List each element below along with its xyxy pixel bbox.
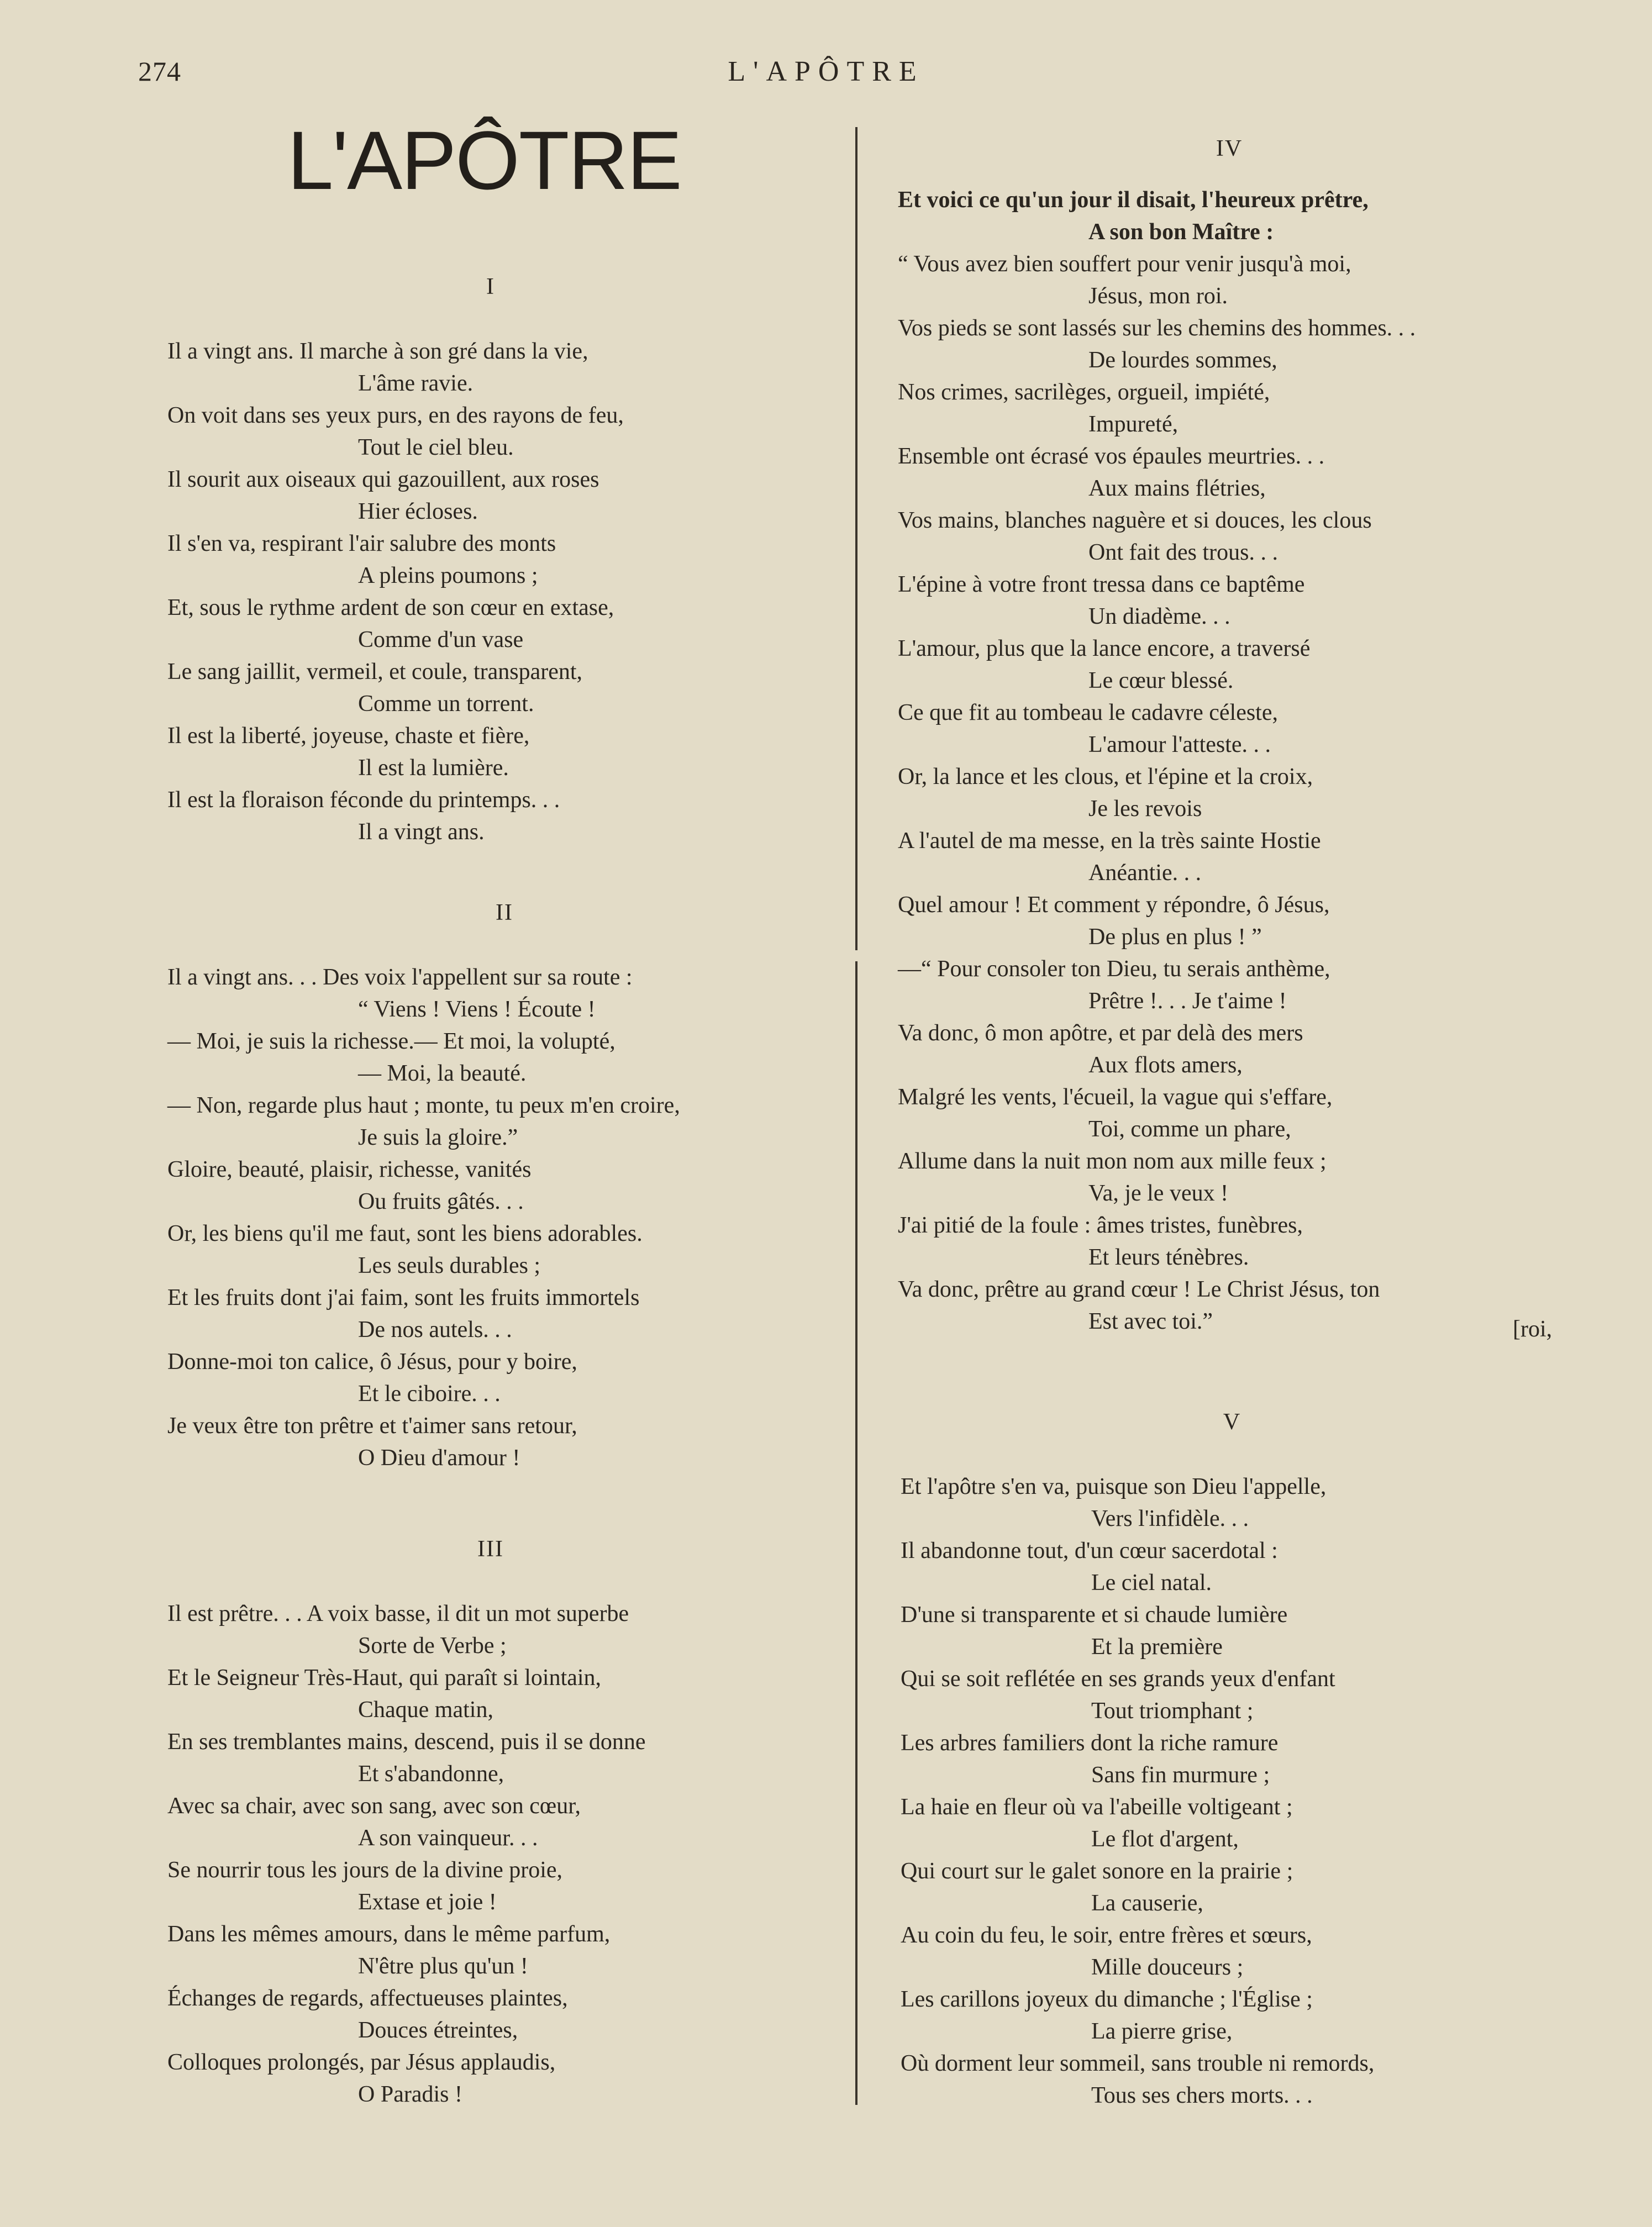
verse-line: Les carillons joyeux du dimanche ; l'Église ; [901, 1987, 1313, 2012]
verse-line: Tout le ciel bleu. [358, 435, 514, 460]
verse-line: Ou fruits gâtés. . . [358, 1189, 524, 1214]
verse-line: Mille douceurs ; [1091, 1955, 1244, 1980]
verse-line: Extase et joie ! [358, 1889, 497, 1915]
verse-line: Colloques prolongés, par Jésus applaudis, [167, 2050, 556, 2075]
verse-line: Et leurs ténèbres. [1088, 1245, 1249, 1270]
verse-line: A l'autel de ma messe, en la très sainte Hostie [898, 828, 1321, 854]
verse-line: Va donc, ô mon apôtre, et par delà des mers [898, 1020, 1303, 1046]
verse-line: Il a vingt ans. . . Des voix l'appellent sur sa route : [167, 965, 633, 990]
verse-line: Le sang jaillit, vermeil, et coule, transparent, [167, 659, 583, 685]
column-divider-bottom [855, 961, 857, 2105]
verse-line: Et s'abandonne, [358, 1761, 504, 1787]
verse-line: A son bon Maître : [1088, 219, 1274, 245]
verse-line: Donne-moi ton calice, ô Jésus, pour y boire, [167, 1349, 577, 1375]
verse-line: Et l'apôtre s'en va, puisque son Dieu l'appelle, [901, 1474, 1327, 1499]
verse-line: De plus en plus ! ” [1088, 924, 1262, 950]
verse-line: Va, je le veux ! [1088, 1181, 1229, 1206]
section-2 [167, 899, 841, 1474]
verse-line: Or, les biens qu'il me faut, sont les biens adorables. [167, 1221, 643, 1246]
verse-line: La haie en fleur où va l'abeille voltigeant ; [901, 1794, 1293, 1820]
verse-line: L'épine à votre front tressa dans ce baptême [898, 572, 1305, 597]
verse-line: J'ai pitié de la foule : âmes tristes, funèbres, [898, 1213, 1303, 1238]
poem-title: L'APÔTRE [287, 114, 681, 207]
verse-line: Qui se soit reflétée en ses grands yeux d'enfant [901, 1666, 1335, 1692]
verse-line: Un diadème. . . [1088, 604, 1230, 629]
verse-line: Quel amour ! Et comment y répondre, ô Jésus, [898, 892, 1330, 918]
verse-line: Vos mains, blanches naguère et si douces, les clous [898, 508, 1372, 533]
verse-line: Va donc, prêtre au grand cœur ! Le Christ Jésus, ton [898, 1277, 1380, 1302]
verse-line: Hier écloses. [358, 499, 478, 524]
section-3 [167, 1536, 814, 2110]
section-numeral: V [1223, 1409, 1241, 1435]
verse-line: N'être plus qu'un ! [358, 1954, 528, 1979]
verse-line: Les arbres familiers dont la riche ramure [901, 1730, 1279, 1756]
verse-line: Avec sa chair, avec son sang, avec son cœur, [167, 1793, 581, 1819]
verse-line: Impureté, [1088, 412, 1179, 437]
verse-line: Il abandonne tout, d'un cœur sacerdotal : [901, 1538, 1278, 1563]
verse-line: O Paradis ! [358, 2082, 462, 2107]
verse-line: La pierre grise, [1091, 2019, 1233, 2044]
verse-line: Il a vingt ans. [358, 819, 485, 845]
verse-line: Sorte de Verbe ; [358, 1633, 507, 1659]
verse-line: Toi, comme un phare, [1088, 1117, 1291, 1142]
verse-line: A pleins poumons ; [358, 563, 538, 588]
verse-line: En ses tremblantes mains, descend, puis il se donne [167, 1729, 646, 1755]
verse-line: Il est la lumière. [358, 755, 509, 781]
verse-line: Vers l'infidèle. . . [1091, 1506, 1249, 1531]
verse-line: “ Vous avez bien souffert pour venir jusqu'à moi, [898, 251, 1351, 277]
verse-line: Le cœur blessé. [1088, 668, 1234, 693]
verse-line: Et les fruits dont j'ai faim, sont les fruits immortels [167, 1285, 640, 1310]
verse-line: Malgré les vents, l'écueil, la vague qui s'effare, [898, 1084, 1333, 1110]
page-number: 274 [138, 56, 181, 87]
verse-line: Nos crimes, sacrilèges, orgueil, impiété, [898, 380, 1270, 405]
section-numeral: II [496, 900, 513, 925]
section-numeral: IV [1216, 136, 1243, 161]
verse-line: Ce que fit au tombeau le cadavre céleste, [898, 700, 1278, 725]
verse-line: Il est la floraison féconde du printemps. . . [167, 787, 560, 813]
verse-line: Dans les mêmes amours, dans le même parfum, [167, 1921, 611, 1947]
verse-line: Jésus, mon roi. [1088, 283, 1228, 309]
verse-line: Les seuls durables ; [358, 1253, 541, 1278]
verse-line: Il est prêtre. . . A voix basse, il dit un mot superbe [167, 1601, 629, 1626]
verse-line: Et le ciboire. . . [358, 1381, 501, 1407]
verse-line: — Moi, je suis la richesse.— Et moi, la volupté, [167, 1029, 615, 1054]
verse-line: Échanges de regards, affectueuses plaintes, [167, 1986, 568, 2011]
verse-line: Sans fin murmure ; [1091, 1762, 1270, 1788]
verse-line: De lourdes sommes, [1088, 348, 1277, 373]
verse-line: Il est la liberté, joyeuse, chaste et fière, [167, 723, 530, 749]
turnover-word: [roi, [1513, 1317, 1553, 1342]
verse-line: Vos pieds se sont lassés sur les chemins des hommes. . . [898, 315, 1416, 341]
verse-line: Je suis la gloire.” [358, 1125, 518, 1150]
verse-line: Et, sous le rythme ardent de son cœur en extase, [167, 595, 614, 620]
verse-line: Et le Seigneur Très-Haut, qui paraît si lointain, [167, 1665, 602, 1691]
verse-line: Où dorment leur sommeil, sans trouble ni remords, [901, 2051, 1375, 2076]
section-5 [901, 1409, 1564, 2112]
verse-line: L'âme ravie. [358, 371, 473, 396]
verse-line: Ensemble ont écrasé vos épaules meurtries. . . [898, 444, 1325, 469]
verse-line: Gloire, beauté, plaisir, richesse, vanités [167, 1157, 532, 1182]
running-title: L'APÔTRE [728, 56, 924, 87]
verse-line: L'amour, plus que la lance encore, a traversé [898, 636, 1311, 661]
verse-line: Au coin du feu, le soir, entre frères et sœurs, [901, 1923, 1312, 1948]
verse-line: — Moi, la beauté. [358, 1061, 527, 1086]
verse-line: Ont fait des trous. . . [1088, 540, 1278, 565]
section-numeral: I [486, 274, 495, 299]
verse-line: De nos autels. . . [358, 1317, 512, 1342]
verse-line: Tout triomphant ; [1091, 1698, 1254, 1724]
verse-line: Aux flots amers, [1088, 1052, 1243, 1078]
verse-line: L'amour l'atteste. . . [1088, 732, 1271, 757]
verse-line: Il s'en va, respirant l'air salubre des monts [167, 531, 556, 556]
column-divider-top [855, 127, 857, 950]
verse-line: Comme d'un vase [358, 627, 524, 652]
verse-line: “ Viens ! Viens ! Écoute ! [358, 997, 596, 1022]
verse-line: Prêtre !. . . Je t'aime ! [1088, 988, 1287, 1014]
verse-line: Qui court sur le galet sonore en la prairie ; [901, 1859, 1293, 1884]
verse-line: O Dieu d'amour ! [358, 1445, 520, 1471]
verse-line: —“ Pour consoler ton Dieu, tu serais anthème, [898, 956, 1330, 982]
section-1 [167, 273, 814, 848]
verse-line: Or, la lance et les clous, et l'épine et la croix, [898, 764, 1313, 789]
verse-line: Je veux être ton prêtre et t'aimer sans retour, [167, 1413, 577, 1439]
verse-line: Et voici ce qu'un jour il disait, l'heureux prêtre, [898, 187, 1369, 213]
verse-line: Allume dans la nuit mon nom aux mille feux ; [898, 1149, 1327, 1174]
section-4 [898, 135, 1561, 1338]
verse-line: D'une si transparente et si chaude lumière [901, 1602, 1288, 1628]
verse-line: — Non, regarde plus haut ; monte, tu peux m'en croire, [167, 1093, 680, 1118]
verse-line: Comme un torrent. [358, 691, 534, 717]
verse-line: Et la première [1091, 1634, 1223, 1660]
verse-line: On voit dans ses yeux purs, en des rayons de feu, [167, 403, 624, 428]
verse-line: Il sourit aux oiseaux qui gazouillent, aux roses [167, 467, 599, 492]
verse-line: Se nourrir tous les jours de la divine proie, [167, 1857, 563, 1883]
verse-line: Aux mains flétries, [1088, 476, 1266, 501]
verse-line: Douces étreintes, [358, 2018, 518, 2043]
verse-line: La causerie, [1091, 1891, 1203, 1916]
verse-line: Il a vingt ans. Il marche à son gré dans la vie, [167, 339, 588, 364]
verse-line: Anéantie. . . [1088, 860, 1202, 886]
section-numeral: III [477, 1536, 504, 1562]
verse-line: Le ciel natal. [1091, 1570, 1212, 1596]
verse-line: Est avec toi.” [1088, 1309, 1213, 1334]
verse-line: Le flot d'argent, [1091, 1826, 1239, 1852]
verse-line: Chaque matin, [358, 1697, 493, 1723]
verse-line: Tous ses chers morts. . . [1091, 2083, 1313, 2108]
verse-line: A son vainqueur. . . [358, 1825, 538, 1851]
verse-line: Je les revois [1088, 796, 1202, 822]
